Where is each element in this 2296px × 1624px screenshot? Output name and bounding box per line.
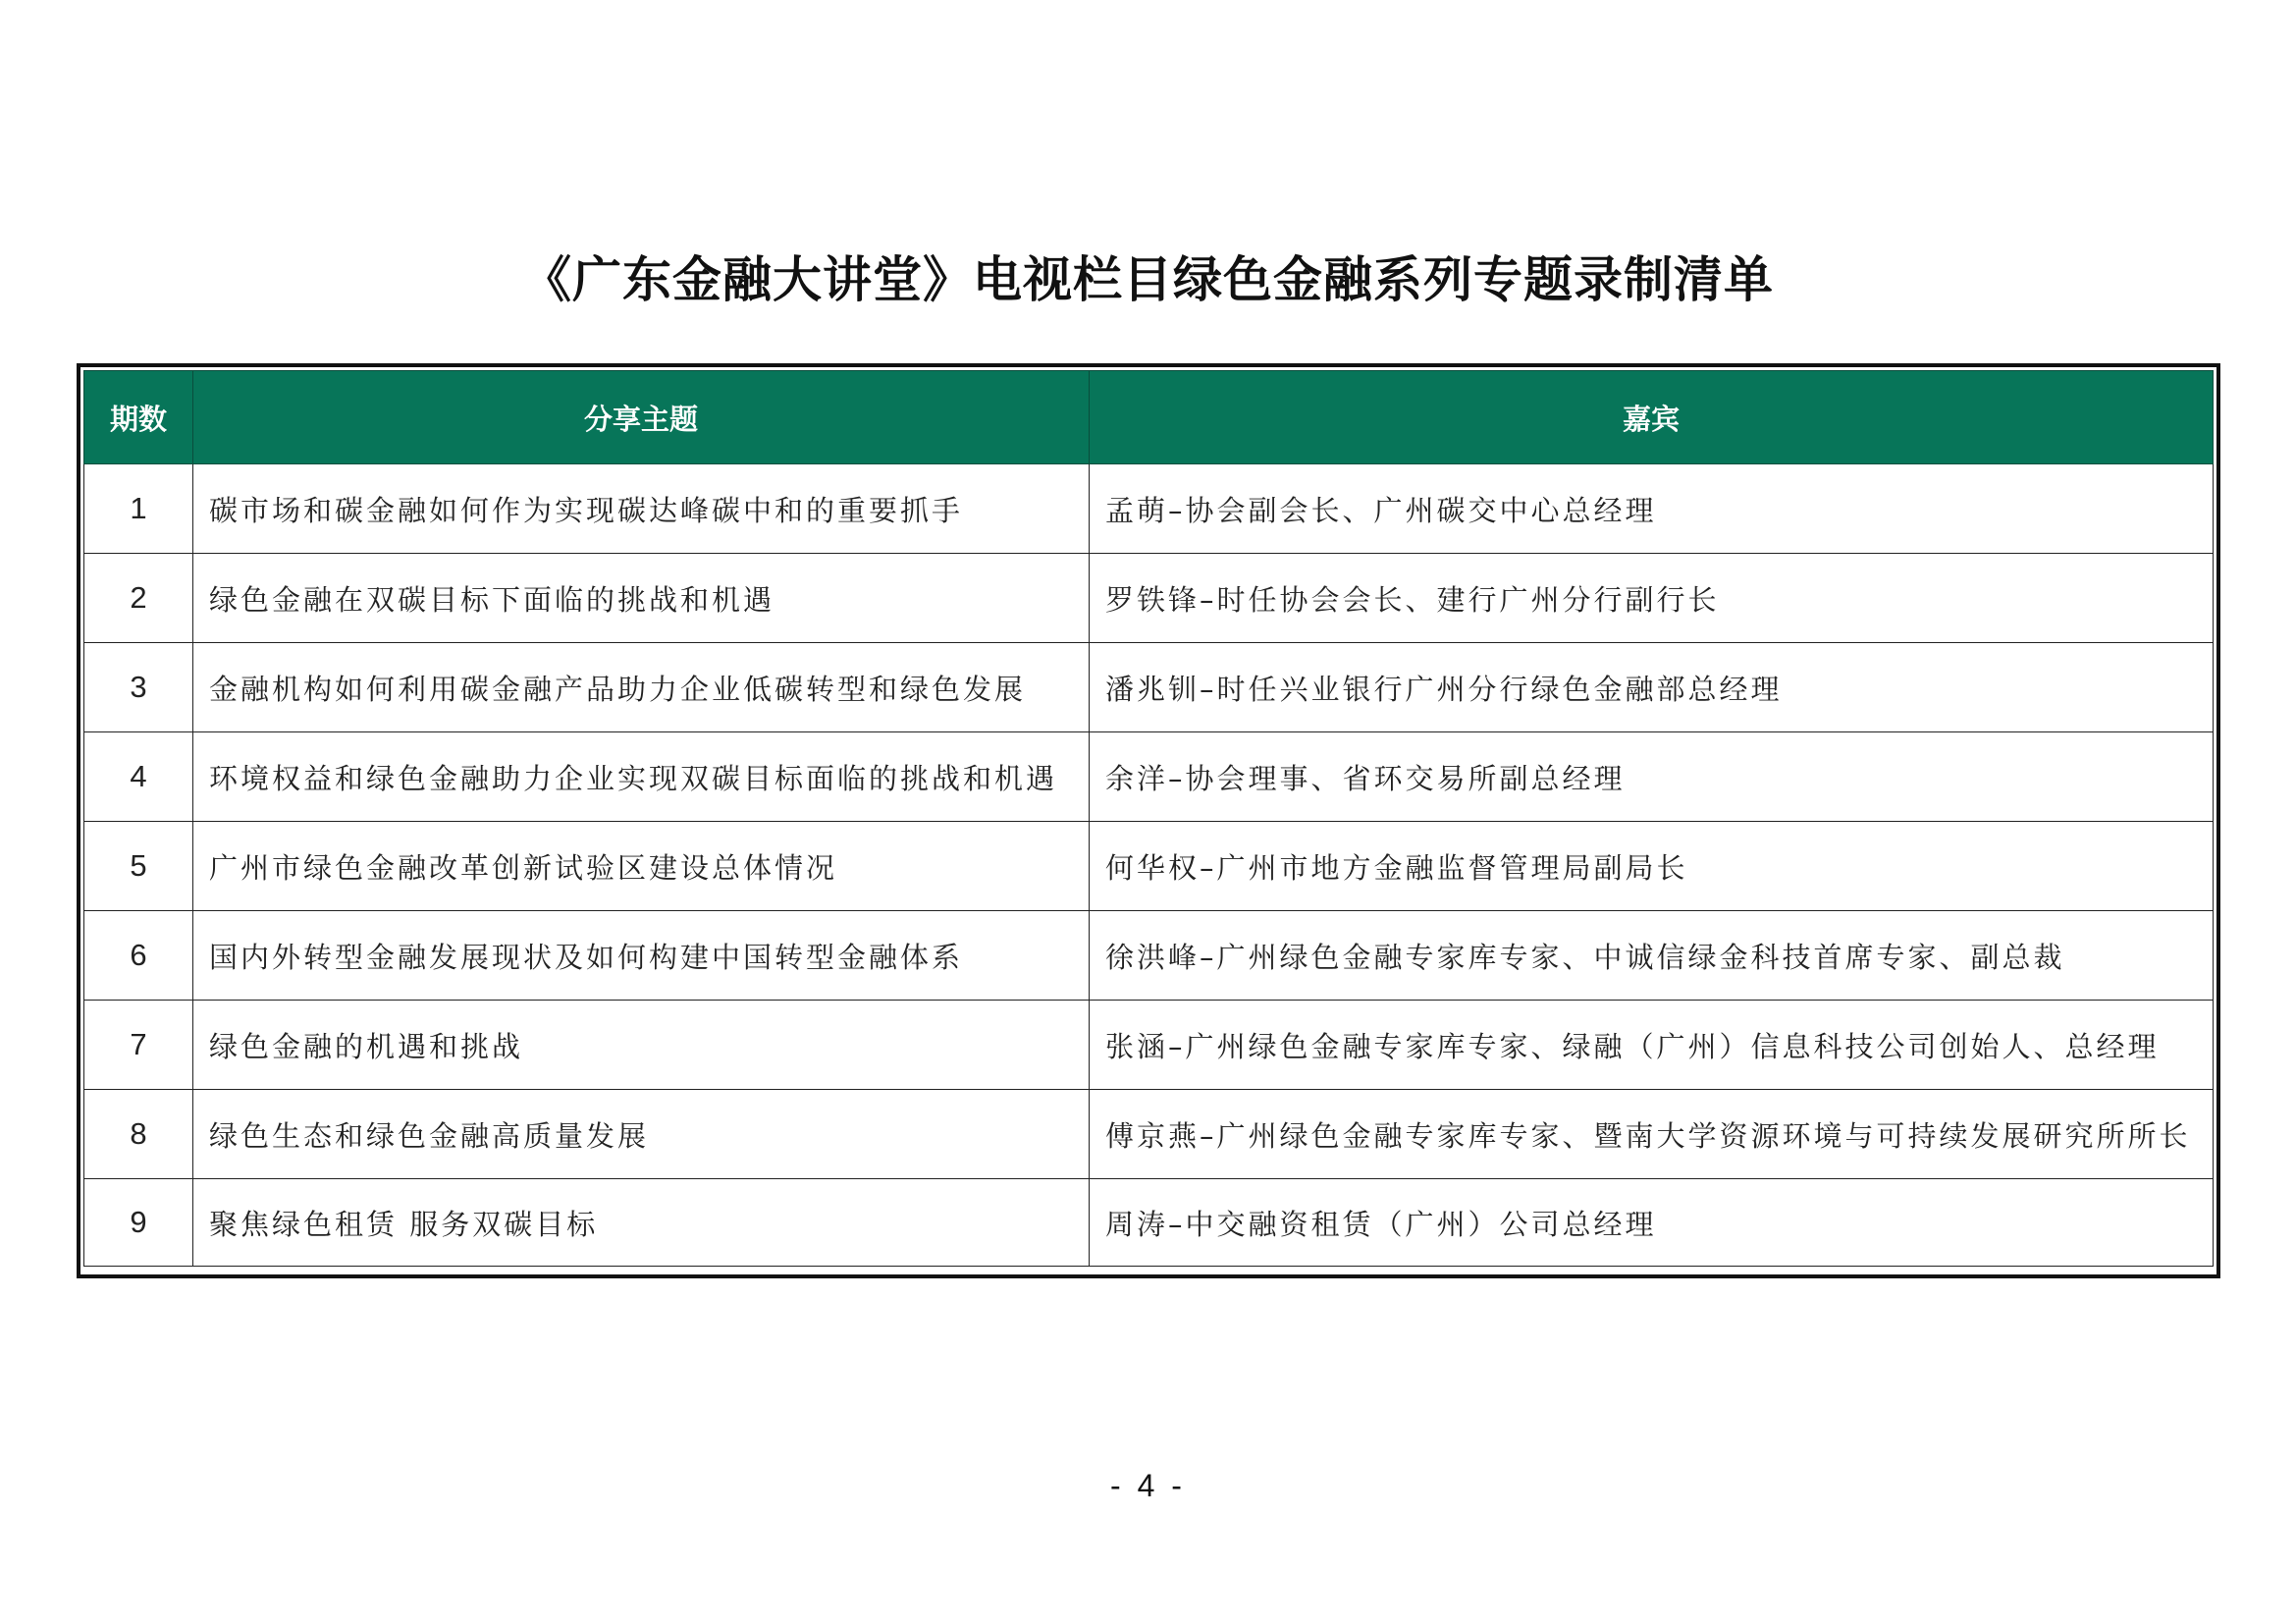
guest: 何华权–广州市地方金融监督管理局副局长 — [1090, 822, 2214, 911]
page-number: - 4 - — [1110, 1468, 1186, 1503]
topic: 金融机构如何利用碳金融产品助力企业低碳转型和绿色发展 — [193, 643, 1090, 732]
guest: 张涵–广州绿色金融专家库专家、绿融（广州）信息科技公司创始人、总经理 — [1090, 1001, 2214, 1090]
topic: 碳市场和碳金融如何作为实现碳达峰碳中和的重要抓手 — [193, 464, 1090, 554]
table-row — [84, 1179, 2214, 1267]
guest: 孟萌–协会副会长、广州碳交中心总经理 — [1090, 464, 2214, 554]
topic: 聚焦绿色租赁 服务双碳目标 — [193, 1179, 1090, 1267]
topic: 绿色金融的机遇和挑战 — [193, 1001, 1090, 1090]
episode-no: 5 — [84, 822, 193, 911]
episode-no: 3 — [84, 643, 193, 732]
table-row — [84, 822, 2214, 911]
table-row — [84, 1090, 2214, 1179]
table-row — [84, 1001, 2214, 1090]
table-row — [84, 911, 2214, 1001]
header-episode-no: 期数 — [84, 371, 193, 464]
header-guest: 嘉宾 — [1090, 371, 2214, 464]
header-topic: 分享主题 — [193, 371, 1090, 464]
topic: 国内外转型金融发展现状及如何构建中国转型金融体系 — [193, 911, 1090, 1001]
page-title: 《广东金融大讲堂》电视栏目绿色金融系列专题录制清单 — [522, 251, 1774, 308]
episode-no: 2 — [84, 554, 193, 643]
topic: 绿色金融在双碳目标下面临的挑战和机遇 — [193, 554, 1090, 643]
program-list-table — [77, 363, 2220, 1278]
topic: 绿色生态和绿色金融高质量发展 — [193, 1090, 1090, 1179]
episode-no: 7 — [84, 1001, 193, 1090]
guest: 潘兆钏–时任兴业银行广州分行绿色金融部总经理 — [1090, 643, 2214, 732]
guest: 傅京燕–广州绿色金融专家库专家、暨南大学资源环境与可持续发展研究所所长 — [1090, 1090, 2214, 1179]
episode-no: 6 — [84, 911, 193, 1001]
guest: 余洋–协会理事、省环交易所副总经理 — [1090, 732, 2214, 822]
episode-no: 1 — [84, 464, 193, 554]
guest: 徐洪峰–广州绿色金融专家库专家、中诚信绿金科技首席专家、副总裁 — [1090, 911, 2214, 1001]
episode-no: 8 — [84, 1090, 193, 1179]
table-header-row — [84, 371, 2214, 464]
episode-no: 4 — [84, 732, 193, 822]
table-row — [84, 643, 2214, 732]
guest: 罗铁锋–时任协会会长、建行广州分行副行长 — [1090, 554, 2214, 643]
guest: 周涛–中交融资租赁（广州）公司总经理 — [1090, 1179, 2214, 1267]
topic: 环境权益和绿色金融助力企业实现双碳目标面临的挑战和机遇 — [193, 732, 1090, 822]
table — [83, 370, 2214, 1267]
episode-no: 9 — [84, 1179, 193, 1267]
topic: 广州市绿色金融改革创新试验区建设总体情况 — [193, 822, 1090, 911]
table-row — [84, 464, 2214, 554]
table-row — [84, 554, 2214, 643]
table-row — [84, 732, 2214, 822]
